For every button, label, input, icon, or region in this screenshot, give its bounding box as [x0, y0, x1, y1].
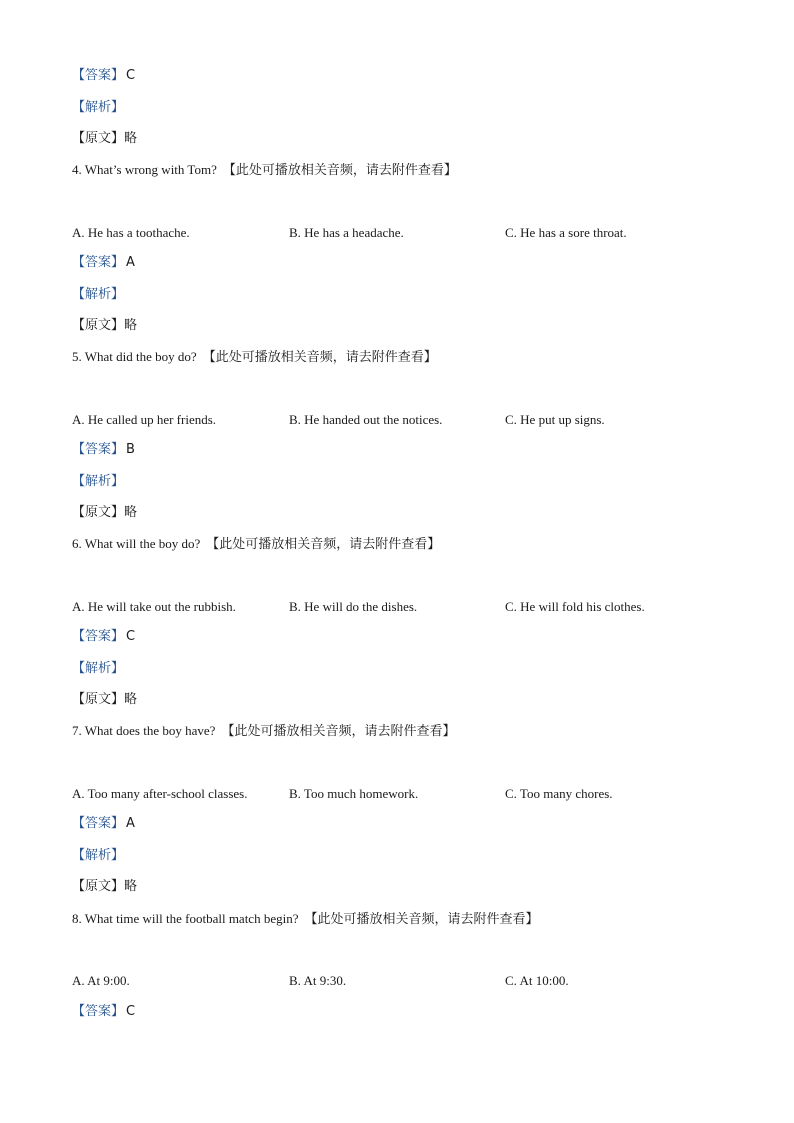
answer-line: 【答案】 C [72, 1004, 136, 1019]
original-value: 略 [124, 318, 138, 333]
option-c: C. Too many chores. [505, 786, 613, 801]
option-c: C. He will fold his clothes. [505, 599, 645, 614]
answer-line: 【答案】 C [72, 629, 136, 644]
audio-link[interactable]: 【此处可播放相关音频，请去附件查看】 [222, 163, 457, 178]
option-a: A. Too many after-school classes. [72, 786, 248, 801]
answer-line: 【答案】 A [72, 816, 135, 831]
original-value: 略 [124, 692, 138, 707]
original-line: 【原文】略 [72, 131, 138, 146]
question-5: 5. What did the boy do? 【此处可播放相关音频，请去附件查看】 [72, 349, 437, 365]
option-a: A. At 9:00. [72, 973, 130, 988]
question-4: 4. What’s wrong with Tom? 【此处可播放相关音频，请去附件查看】 [72, 162, 457, 178]
original-line: 【原文】略 [72, 505, 138, 520]
audio-link[interactable]: 【此处可播放相关音频，请去附件查看】 [221, 724, 456, 739]
analysis-line: 【解析】 [72, 474, 125, 489]
option-b: B. He will do the dishes. [289, 599, 418, 614]
original-value: 略 [124, 131, 138, 146]
analysis-line: 【解析】 [72, 848, 125, 863]
answer-value: C [126, 629, 136, 644]
analysis-line: 【解析】 [72, 661, 125, 676]
question-6: 6. What will the boy do? 【此处可播放相关音频，请去附件查看】 [72, 536, 441, 552]
answer-line: 【答案】 C [72, 68, 136, 83]
option-c: C. At 10:00. [505, 973, 569, 988]
option-b: B. At 9:30. [289, 973, 347, 988]
original-line: 【原文】略 [72, 318, 138, 333]
option-c: C. He has a sore throat. [505, 225, 627, 240]
answer-line: 【答案】 B [72, 442, 135, 457]
option-b: B. Too much homework. [289, 786, 419, 801]
option-b: B. He handed out the notices. [289, 412, 443, 427]
answer-value: B [126, 442, 135, 457]
answer-value: A [126, 255, 135, 270]
option-a: A. He has a toothache. [72, 225, 190, 240]
option-a: A. He will take out the rubbish. [72, 599, 236, 614]
option-c: C. He put up signs. [505, 412, 605, 427]
original-line: 【原文】略 [72, 692, 138, 707]
analysis-line: 【解析】 [72, 287, 125, 302]
audio-link[interactable]: 【此处可播放相关音频，请去附件查看】 [304, 912, 539, 927]
option-a: A. He called up her friends. [72, 412, 217, 427]
answer-value: A [126, 816, 135, 831]
answer-line: 【答案】 A [72, 255, 135, 270]
question-7: 7. What does the boy have? 【此处可播放相关音频，请去附件查看】 [72, 723, 456, 739]
original-line: 【原文】略 [72, 879, 138, 894]
original-value: 略 [124, 505, 138, 520]
audio-link[interactable]: 【此处可播放相关音频，请去附件查看】 [202, 350, 437, 365]
audio-link[interactable]: 【此处可播放相关音频，请去附件查看】 [206, 537, 441, 552]
original-value: 略 [124, 879, 138, 894]
answer-value: C [126, 68, 136, 83]
answer-value: C [126, 1004, 136, 1019]
question-8: 8. What time will the football match begin? 【此处可播放相关音频，请去附件查看】 [72, 911, 539, 927]
analysis-line: 【解析】 [72, 100, 125, 115]
option-b: B. He has a headache. [289, 225, 404, 240]
